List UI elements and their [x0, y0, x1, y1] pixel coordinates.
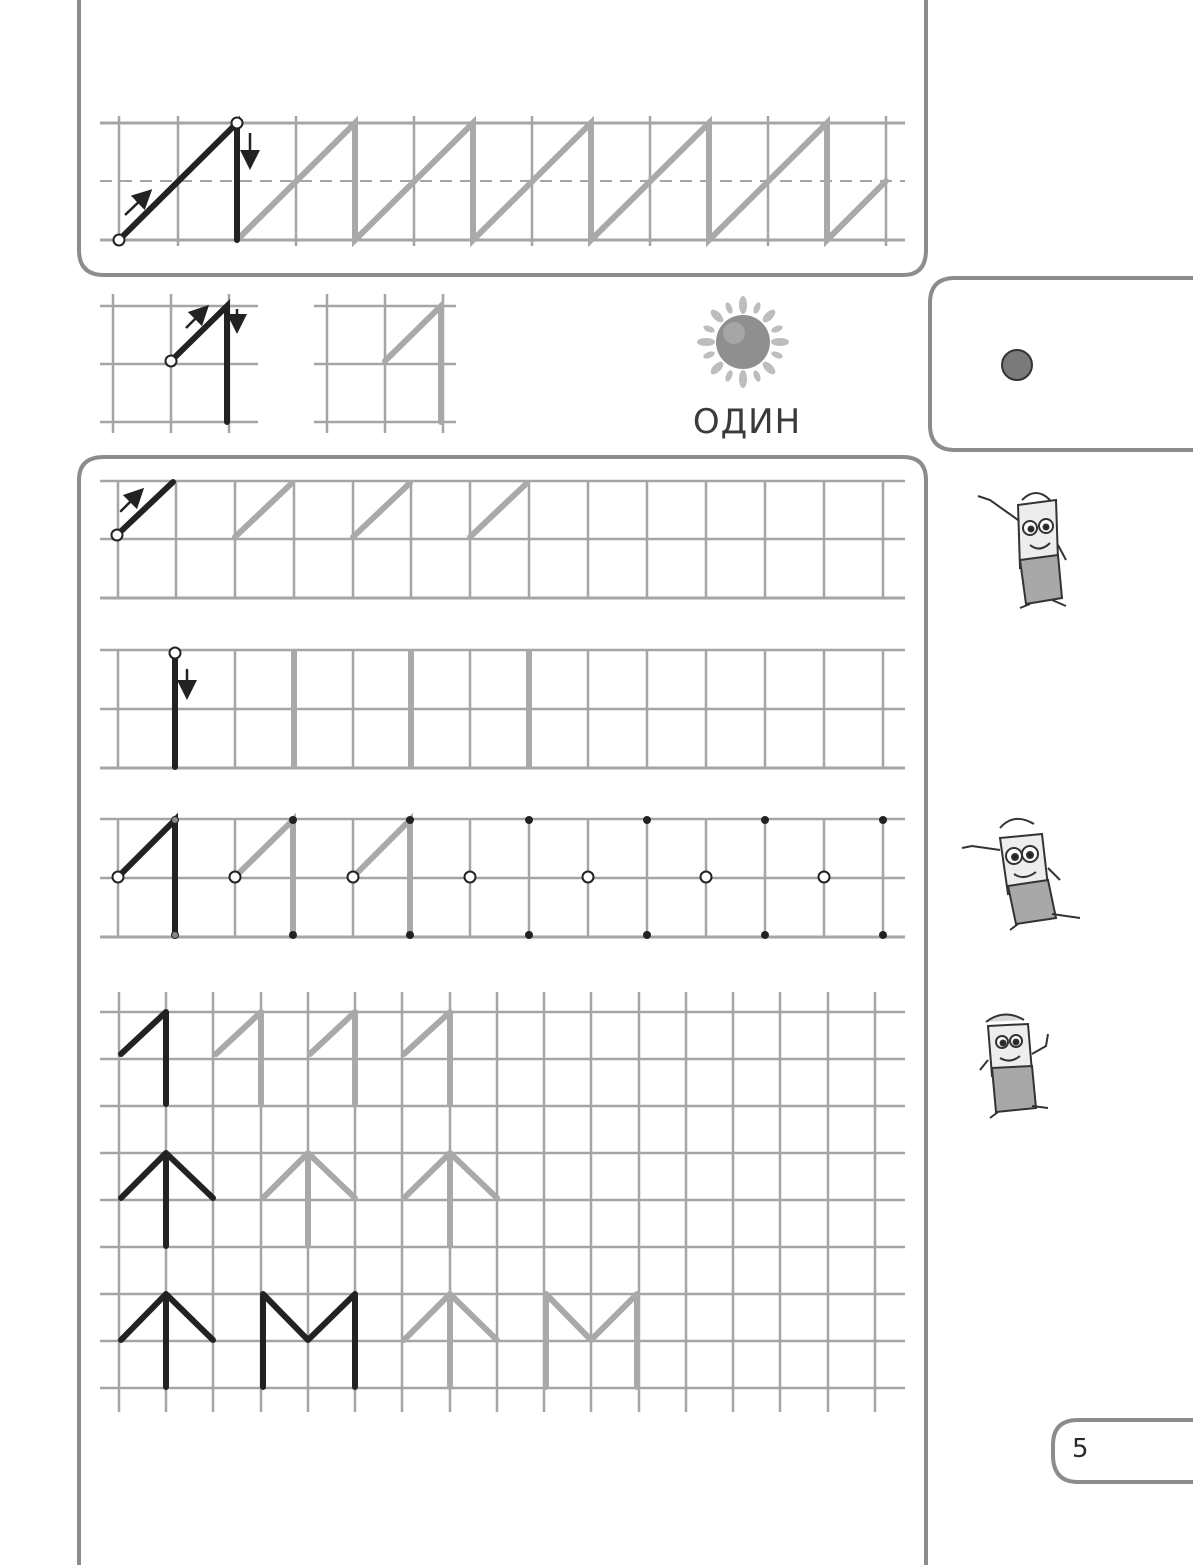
row1-grid: [100, 481, 905, 598]
pencil-character-pointing-illustration: [978, 493, 1066, 608]
row1-strokes: [112, 482, 528, 541]
number-word-label: ОДИН: [692, 402, 802, 442]
checkered-grid: [100, 992, 905, 1412]
count-dot: [1002, 350, 1032, 380]
row3-grid: [100, 819, 905, 937]
small-grid-sample: [100, 294, 258, 433]
row2-grid: [100, 650, 905, 768]
sun-icon: [697, 296, 789, 388]
side-box-frame: [930, 278, 1193, 450]
row2-strokes: [170, 648, 530, 768]
page-number: 5: [1072, 1434, 1089, 1464]
pencil-character-thumbs-up-illustration: [980, 1014, 1048, 1118]
pencil-character-waving-illustration: [962, 819, 1080, 930]
top-panel-frame: [79, 0, 926, 275]
